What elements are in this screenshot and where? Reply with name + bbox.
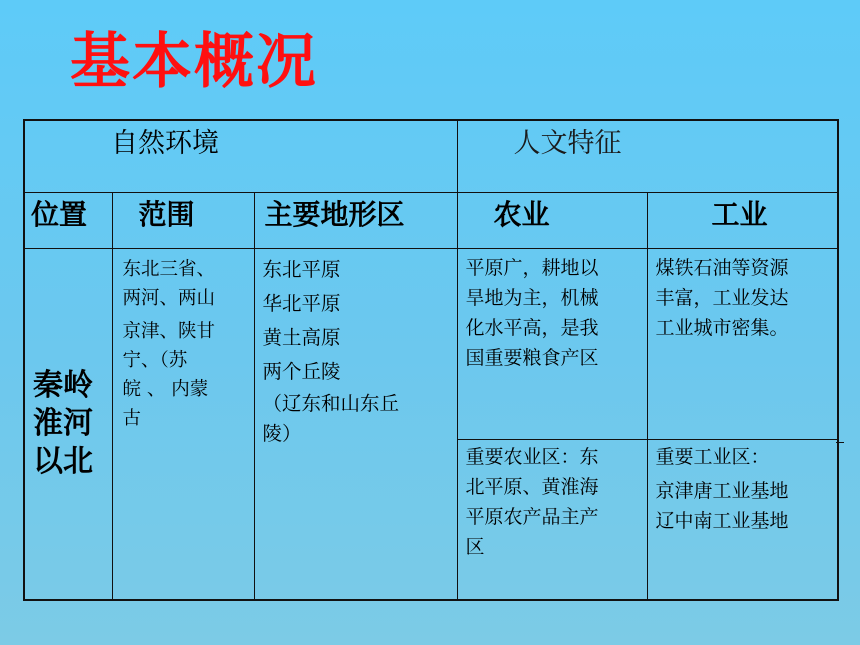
range-line: 宁、（苏 xyxy=(122,349,188,371)
industry-line: 辽中南工业基地 xyxy=(655,509,789,532)
header-human-features: 人文特征 xyxy=(457,120,838,192)
header-location: 位置 xyxy=(24,192,112,248)
header-range: 范围 xyxy=(112,192,254,248)
region-cell xyxy=(24,248,112,600)
industry-line: 京津唐工业基地 xyxy=(655,479,789,502)
region-line: 淮河 xyxy=(33,405,93,441)
header-natural-environment: 自然环境 xyxy=(24,120,457,192)
page-title: 基本概况 xyxy=(70,27,318,97)
terrain-line: 陵） xyxy=(262,421,302,445)
terrain-line: 黄土高原 xyxy=(262,325,341,349)
industry-line: 工业城市密集。 xyxy=(655,316,789,339)
header-row-1 xyxy=(24,120,838,192)
agriculture-line: 区 xyxy=(465,535,485,558)
overview-table xyxy=(23,119,839,601)
industry-line: 丰富，工业发达 xyxy=(655,286,789,309)
range-line: 东北三省、 xyxy=(122,258,216,280)
agriculture-regions xyxy=(458,439,647,562)
agriculture-line: 重要农业区：东 xyxy=(465,445,599,468)
range-line: 京津、陕甘 xyxy=(122,320,216,342)
range-cell xyxy=(112,248,254,600)
header-industry: 工业 xyxy=(647,192,838,248)
agriculture-line: 旱地为主，机械 xyxy=(465,286,599,309)
region-line: 以北 xyxy=(33,443,93,479)
divider-stub xyxy=(836,442,844,443)
industry-regions xyxy=(648,439,838,536)
header-row-2 xyxy=(24,192,838,248)
industry-summary xyxy=(648,249,838,439)
header-terrain: 主要地形区 xyxy=(254,192,457,248)
terrain-line: 华北平原 xyxy=(262,291,341,315)
agriculture-line: 北平原、黄淮海 xyxy=(465,475,599,498)
agriculture-line: 国重要粮食产区 xyxy=(465,346,599,369)
industry-line: 煤铁石油等资源 xyxy=(655,256,789,279)
agriculture-line: 化水平高，是我 xyxy=(465,316,599,339)
agriculture-cell xyxy=(457,248,647,600)
range-line: 皖 、 内蒙 xyxy=(122,378,209,400)
industry-line: 重要工业区： xyxy=(655,445,770,468)
range-line: 古 xyxy=(122,407,142,429)
terrain-line: 东北平原 xyxy=(262,257,341,281)
agriculture-line: 平原农产品主产 xyxy=(465,505,599,528)
agriculture-line: 平原广，耕地以 xyxy=(465,256,599,279)
header-agriculture: 农业 xyxy=(457,192,647,248)
region-line: 秦岭 xyxy=(33,367,93,403)
industry-cell xyxy=(647,248,838,600)
terrain-cell xyxy=(254,248,457,600)
terrain-line: 两个丘陵 xyxy=(262,359,341,383)
terrain-line: （辽东和山东丘 xyxy=(262,391,400,415)
range-line: 两河、两山 xyxy=(122,287,216,309)
agriculture-summary xyxy=(458,249,647,439)
body-row xyxy=(24,248,838,600)
